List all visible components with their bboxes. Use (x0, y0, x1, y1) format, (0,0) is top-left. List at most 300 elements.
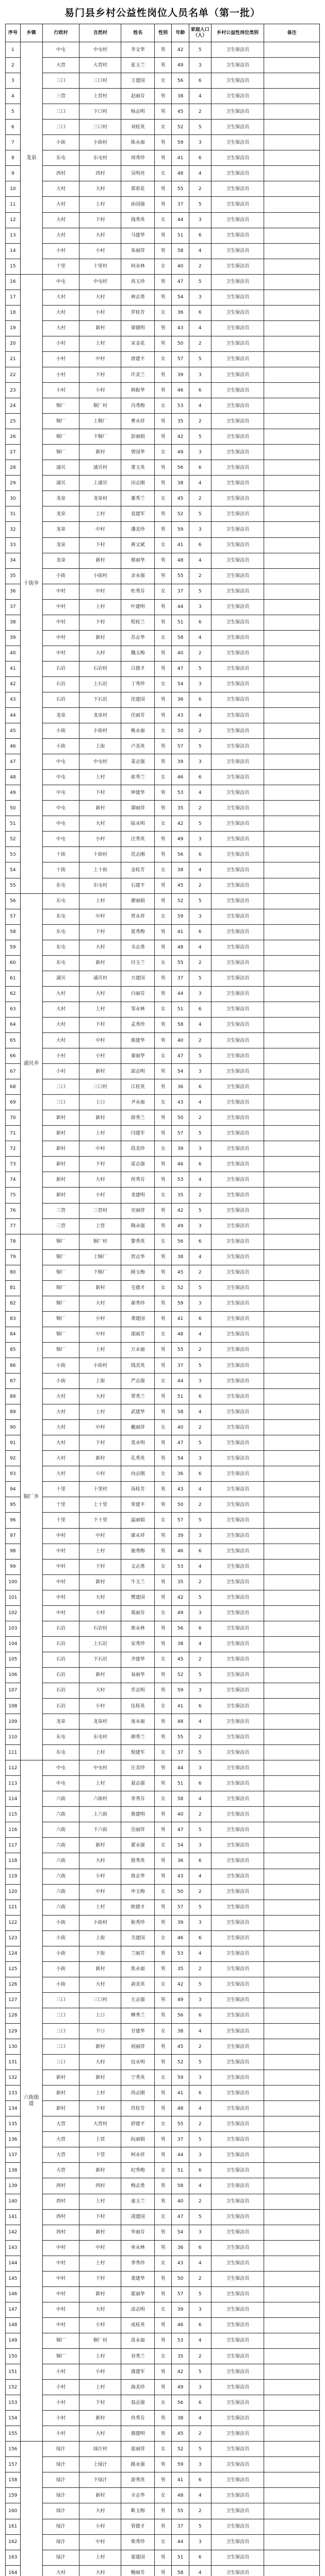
village-cell: 六街 (42, 1869, 79, 1884)
hamlet-cell: 中村 (79, 522, 121, 537)
name-cell: 成桂英 (121, 2317, 154, 2333)
row-number: 141 (6, 2209, 21, 2225)
remark-cell (264, 1435, 320, 1451)
remark-cell (264, 476, 320, 491)
sex-cell: 男 (154, 476, 171, 491)
sex-cell: 男 (154, 2240, 171, 2256)
row-number: 83 (6, 1311, 21, 1327)
row-number: 16 (6, 274, 21, 290)
village-cell: 绿汁 (42, 2534, 79, 2550)
age-cell: 44 (172, 1374, 189, 1389)
age-cell: 52 (172, 2442, 189, 2457)
remark-cell (264, 274, 320, 290)
table-row (6, 414, 320, 429)
sex-cell: 女 (154, 1605, 171, 1621)
household-size-cell: 4 (189, 2024, 211, 2039)
remark-cell (264, 2240, 320, 2256)
table-row (6, 893, 320, 909)
village-cell: 中屯 (42, 754, 79, 770)
row-number: 115 (6, 1807, 21, 1822)
sex-cell: 男 (154, 1126, 171, 1141)
village-cell: 中屯 (42, 42, 79, 58)
sex-cell: 女 (154, 630, 171, 646)
post-category-cell: 卫生保洁员 (211, 630, 264, 646)
sex-cell: 男 (154, 615, 171, 630)
row-number: 1 (6, 42, 21, 58)
household-size-cell: 6 (189, 1466, 211, 1482)
table-row (6, 1404, 320, 1420)
hamlet-cell: 小村 (79, 2519, 121, 2534)
remark-cell (264, 1048, 320, 1064)
hamlet-cell: 上村 (79, 893, 121, 909)
household-size-cell: 4 (189, 1636, 211, 1652)
household-size-cell: 3 (189, 2147, 211, 2163)
row-number: 134 (6, 2101, 21, 2116)
row-number: 128 (6, 2008, 21, 2023)
name-cell: 杜秀芬 (121, 584, 154, 599)
table-row (6, 1884, 320, 1900)
sex-cell: 男 (154, 971, 171, 986)
name-cell: 颜秀兰 (121, 1730, 154, 1745)
remark-cell (264, 73, 320, 89)
household-size-cell: 6 (189, 2008, 211, 2023)
hamlet-cell: 大村 (79, 290, 121, 305)
post-category-cell: 卫生保洁员 (211, 568, 264, 584)
household-size-cell: 6 (189, 924, 211, 940)
row-number: 63 (6, 1002, 21, 1017)
household-size-cell: 4 (189, 1249, 211, 1265)
village-cell: 小街 (42, 135, 79, 150)
hamlet-cell: 上村 (79, 1404, 121, 1420)
age-cell: 46 (172, 2317, 189, 2333)
row-number: 143 (6, 2240, 21, 2256)
age-cell: 48 (172, 940, 189, 955)
age-cell: 58 (172, 1017, 189, 1032)
sex-cell: 男 (154, 2225, 171, 2240)
row-number: 139 (6, 2178, 21, 2194)
header-row (6, 24, 320, 42)
household-size-cell: 6 (189, 1853, 211, 1869)
remark-cell (264, 259, 320, 274)
age-cell: 38 (172, 1249, 189, 1265)
table-row (6, 2488, 320, 2503)
sex-cell: 男 (154, 197, 171, 212)
household-size-cell: 6 (189, 73, 211, 89)
table-row (6, 1528, 320, 1544)
age-cell: 48 (172, 1327, 189, 1342)
row-number: 54 (6, 862, 21, 878)
hamlet-cell: 上十街 (79, 862, 121, 878)
hamlet-cell: 浦贝村 (79, 971, 121, 986)
name-cell: 柯永祥 (121, 2147, 154, 2163)
hamlet-cell: 下村 (79, 212, 121, 228)
table-row (6, 73, 320, 89)
table-row (6, 367, 320, 382)
hamlet-cell: 龙泉村 (79, 491, 121, 506)
row-number: 108 (6, 1699, 21, 1714)
post-category-cell: 卫生保洁员 (211, 1915, 264, 1930)
village-cell: 铜厂 (42, 1249, 79, 1265)
table-row (6, 1374, 320, 1389)
sex-cell: 女 (154, 1838, 171, 1853)
name-cell: 邱志明 (121, 1064, 154, 1079)
hamlet-cell: 上村 (79, 1342, 121, 1358)
sex-cell: 男 (154, 1776, 171, 1791)
household-size-cell: 5 (189, 2132, 211, 2147)
hamlet-cell: 铜厂村 (79, 2333, 121, 2348)
table-row (6, 1574, 320, 1590)
name-cell: 汤桂芳 (121, 1482, 154, 1497)
post-category-cell: 卫生保洁员 (211, 1327, 264, 1342)
household-size-cell: 6 (189, 228, 211, 243)
age-cell: 38 (172, 2411, 189, 2426)
table-row (6, 259, 320, 274)
household-size-cell: 6 (189, 1311, 211, 1327)
post-category-cell: 卫生保洁员 (211, 1420, 264, 1435)
household-size-cell: 5 (189, 506, 211, 522)
table-row (6, 2055, 320, 2070)
remark-cell (264, 1977, 320, 1992)
village-cell: 东屯 (42, 940, 79, 955)
household-size-cell: 5 (189, 2286, 211, 2302)
age-cell: 57 (172, 1900, 189, 1915)
post-category-cell: 卫生保洁员 (211, 723, 264, 739)
sex-cell: 女 (154, 351, 171, 367)
village-cell: 十里 (42, 1497, 79, 1513)
remark-cell (264, 1528, 320, 1544)
sex-cell: 男 (154, 2055, 171, 2070)
village-cell: 中村 (42, 646, 79, 661)
post-category-cell: 卫生保洁员 (211, 73, 264, 89)
sex-cell: 男 (154, 801, 171, 816)
village-cell: 小街 (42, 1358, 79, 1373)
post-category-cell: 卫生保洁员 (211, 2286, 264, 2302)
age-cell: 48 (172, 553, 189, 568)
household-size-cell: 6 (189, 2086, 211, 2101)
post-category-cell: 卫生保洁员 (211, 274, 264, 290)
household-size-cell: 4 (189, 1172, 211, 1188)
sex-cell: 男 (154, 150, 171, 166)
remark-cell (264, 537, 320, 553)
post-category-cell: 卫生保洁员 (211, 351, 264, 367)
table-row (6, 1869, 320, 1884)
name-cell: 甘建华 (121, 2024, 154, 2039)
remark-cell (264, 351, 320, 367)
sex-cell: 男 (154, 1683, 171, 1698)
village-cell: 新村 (42, 1126, 79, 1141)
age-cell: 39 (172, 1141, 189, 1157)
remark-cell (264, 2147, 320, 2163)
remark-cell (264, 1420, 320, 1435)
village-cell: 大营 (42, 2132, 79, 2147)
remark-cell (264, 2178, 320, 2194)
sex-cell: 女 (154, 1930, 171, 1946)
sex-cell: 男 (154, 1017, 171, 1032)
row-number: 107 (6, 1683, 21, 1698)
household-size-cell: 4 (189, 398, 211, 414)
name-cell: 姜志强 (121, 754, 154, 770)
hamlet-cell: 龙泉村 (79, 708, 121, 723)
name-cell: 万永福 (121, 1342, 154, 1358)
table-row (6, 2024, 320, 2039)
table-row (6, 1048, 320, 1064)
remark-cell (264, 770, 320, 785)
age-cell: 49 (172, 445, 189, 460)
remark-cell (264, 1636, 320, 1652)
remark-cell (264, 89, 320, 104)
name-cell: 顾玉梅 (121, 1265, 154, 1280)
post-category-cell: 卫生保洁员 (211, 2116, 264, 2132)
name-cell: 龚建国 (121, 1311, 154, 1327)
age-cell: 59 (172, 2070, 189, 2086)
hamlet-cell: 下村 (79, 537, 121, 553)
village-cell: 小街 (42, 1915, 79, 1930)
remark-cell (264, 1265, 320, 1280)
hamlet-cell: 新村 (79, 445, 121, 460)
post-category-cell: 卫生保洁员 (211, 2426, 264, 2442)
row-number: 151 (6, 2364, 21, 2380)
hamlet-cell: 小街村 (79, 723, 121, 739)
row-number: 39 (6, 630, 21, 646)
name-cell: 邵丽芳 (121, 1327, 154, 1342)
household-size-cell: 3 (189, 522, 211, 537)
name-cell: 史丽萍 (121, 1203, 154, 1218)
post-category-cell: 卫生保洁员 (211, 2534, 264, 2550)
table-row (6, 971, 320, 986)
post-category-cell: 卫生保洁员 (211, 2457, 264, 2472)
household-size-cell: 5 (189, 1126, 211, 1141)
hamlet-cell: 中村 (79, 909, 121, 924)
row-number: 7 (6, 135, 21, 150)
header-cell: 备注 (264, 24, 320, 42)
table-row (6, 212, 320, 228)
remark-cell (264, 2070, 320, 2086)
age-cell: 37 (172, 1358, 189, 1373)
row-number: 32 (6, 522, 21, 537)
age-cell: 54 (172, 1838, 189, 1853)
remark-cell (264, 1946, 320, 1961)
hamlet-cell: 下村 (79, 367, 121, 382)
post-category-cell: 卫生保洁员 (211, 506, 264, 522)
household-size-cell: 4 (189, 2565, 211, 2576)
hamlet-cell: 铜厂村 (79, 398, 121, 414)
sex-cell: 女 (154, 909, 171, 924)
name-cell: 王建国 (121, 73, 154, 89)
sex-cell: 女 (154, 1466, 171, 1482)
sex-cell: 男 (154, 1946, 171, 1961)
hamlet-cell: 下村 (79, 2209, 121, 2225)
village-cell: 石岩 (42, 1636, 79, 1652)
age-cell: 51 (172, 2550, 189, 2565)
hamlet-cell: 新村 (79, 1280, 121, 1296)
sex-cell: 男 (154, 274, 171, 290)
household-size-cell: 6 (189, 1234, 211, 1249)
village-cell: 中屯 (42, 801, 79, 816)
age-cell: 45 (172, 104, 189, 120)
row-number: 9 (6, 166, 21, 181)
row-number: 8 (6, 150, 21, 166)
name-cell: 庞永福 (121, 1714, 154, 1730)
household-size-cell: 6 (189, 1389, 211, 1404)
remark-cell (264, 1249, 320, 1265)
age-cell: 56 (172, 73, 189, 89)
name-cell: 曹永祥 (121, 414, 154, 429)
remark-cell (264, 1730, 320, 1745)
sex-cell: 女 (154, 723, 171, 739)
sex-cell: 男 (154, 878, 171, 893)
table-row (6, 2333, 320, 2348)
village-cell: 浦贝 (42, 971, 79, 986)
row-number: 25 (6, 414, 21, 429)
age-cell: 49 (172, 2380, 189, 2395)
post-category-cell: 卫生保洁员 (211, 383, 264, 398)
table-row (6, 615, 320, 630)
remark-cell (264, 1002, 320, 1017)
post-category-cell: 卫生保洁员 (211, 1745, 264, 1760)
age-cell: 51 (172, 2163, 189, 2178)
sex-cell: 男 (154, 1915, 171, 1930)
table-row (6, 1188, 320, 1203)
row-number: 88 (6, 1389, 21, 1404)
age-cell: 47 (172, 2209, 189, 2225)
hamlet-cell: 上村 (79, 2348, 121, 2364)
row-number: 111 (6, 1745, 21, 1760)
village-cell: 大村 (42, 305, 79, 320)
household-size-cell: 3 (189, 986, 211, 1002)
sex-cell: 女 (154, 2163, 171, 2178)
village-cell: 小村 (42, 2426, 79, 2442)
age-cell: 45 (172, 1265, 189, 1280)
age-cell: 35 (172, 2348, 189, 2364)
table-row (6, 1203, 320, 1218)
name-cell: 安秀珍 (121, 1636, 154, 1652)
row-number: 29 (6, 476, 21, 491)
village-cell: 石岩 (42, 1652, 79, 1667)
hamlet-cell: 下村 (79, 1559, 121, 1574)
table-row (6, 1745, 320, 1760)
hamlet-cell: 新村 (79, 2070, 121, 2086)
table-row (6, 1342, 320, 1358)
age-cell: 45 (172, 491, 189, 506)
row-number: 75 (6, 1188, 21, 1203)
table-row (6, 1172, 320, 1188)
sex-cell: 女 (154, 1188, 171, 1203)
post-category-cell: 卫生保洁员 (211, 1652, 264, 1667)
name-cell: 陈永福 (121, 135, 154, 150)
post-category-cell: 卫生保洁员 (211, 801, 264, 816)
hamlet-cell: 新村 (79, 630, 121, 646)
household-size-cell: 3 (189, 1605, 211, 1621)
row-number: 43 (6, 692, 21, 707)
sex-cell: 女 (154, 1002, 171, 1017)
hamlet-cell: 下村 (79, 924, 121, 940)
remark-cell (264, 2271, 320, 2286)
village-cell: 中村 (42, 584, 79, 599)
name-cell: 曾国华 (121, 445, 154, 460)
name-cell: 罗桂芳 (121, 305, 154, 320)
village-cell: 小街 (42, 723, 79, 739)
row-number: 119 (6, 1869, 21, 1884)
household-size-cell: 4 (189, 2256, 211, 2271)
post-category-cell: 卫生保洁员 (211, 1730, 264, 1745)
post-category-cell: 卫生保洁员 (211, 1791, 264, 1807)
age-cell: 42 (172, 816, 189, 832)
table-row (6, 584, 320, 599)
row-number: 47 (6, 754, 21, 770)
household-size-cell: 3 (189, 1218, 211, 1234)
hamlet-cell: 下街 (79, 1946, 121, 1961)
sex-cell: 男 (154, 1157, 171, 1172)
post-category-cell: 卫生保洁员 (211, 584, 264, 599)
age-cell: 59 (172, 1683, 189, 1698)
post-category-cell: 卫生保洁员 (211, 1930, 264, 1946)
remark-cell (264, 1667, 320, 1683)
header-cell: 姓名 (121, 24, 154, 42)
remark-cell (264, 1157, 320, 1172)
row-number: 159 (6, 2488, 21, 2503)
post-category-cell: 卫生保洁员 (211, 1884, 264, 1900)
table-row (6, 2364, 320, 2380)
row-number: 76 (6, 1203, 21, 1218)
age-cell: 45 (172, 878, 189, 893)
hamlet-cell: 下铜厂 (79, 429, 121, 445)
household-size-cell: 2 (189, 1265, 211, 1280)
post-category-cell: 卫生保洁员 (211, 181, 264, 197)
household-size-cell: 5 (189, 1435, 211, 1451)
table-row (6, 2286, 320, 2302)
household-size-cell: 4 (189, 553, 211, 568)
row-number: 12 (6, 212, 21, 228)
village-cell: 铜厂 (42, 445, 79, 460)
remark-cell (264, 1652, 320, 1667)
post-category-cell: 卫生保洁员 (211, 197, 264, 212)
name-cell: 舒建平 (121, 2116, 154, 2132)
village-cell: 中屯 (42, 1760, 79, 1776)
table-row (6, 1451, 320, 1466)
remark-cell (264, 1838, 320, 1853)
village-cell: 大村 (42, 2565, 79, 2576)
name-cell: 袁建军 (121, 506, 154, 522)
village-cell: 中村 (42, 2240, 79, 2256)
post-category-cell: 卫生保洁员 (211, 1497, 264, 1513)
sex-cell: 女 (154, 2534, 171, 2550)
age-cell: 41 (172, 1699, 189, 1714)
name-cell: 焦永福 (121, 1961, 154, 1977)
household-size-cell: 3 (189, 1683, 211, 1698)
name-cell: 张玉兰 (121, 58, 154, 73)
post-category-cell: 卫生保洁员 (211, 89, 264, 104)
post-category-cell: 卫生保洁员 (211, 878, 264, 893)
post-category-cell: 卫生保洁员 (211, 1838, 264, 1853)
sex-cell: 男 (154, 2086, 171, 2101)
name-cell: 程桂兰 (121, 615, 154, 630)
post-category-cell: 卫生保洁员 (211, 1714, 264, 1730)
remark-cell (264, 2116, 320, 2132)
table-row (6, 2070, 320, 2086)
household-size-cell: 5 (189, 1822, 211, 1838)
post-category-cell: 卫生保洁员 (211, 1342, 264, 1358)
remark-cell (264, 1374, 320, 1389)
name-cell: 温丽娟 (121, 1513, 154, 1528)
remark-cell (264, 1095, 320, 1110)
household-size-cell: 5 (189, 197, 211, 212)
name-cell: 白丽芬 (121, 986, 154, 1002)
row-number: 109 (6, 1714, 21, 1730)
household-size-cell: 2 (189, 1342, 211, 1358)
age-cell: 58 (172, 2178, 189, 2194)
name-cell: 殷秀英 (121, 1853, 154, 1869)
sex-cell: 男 (154, 336, 171, 351)
